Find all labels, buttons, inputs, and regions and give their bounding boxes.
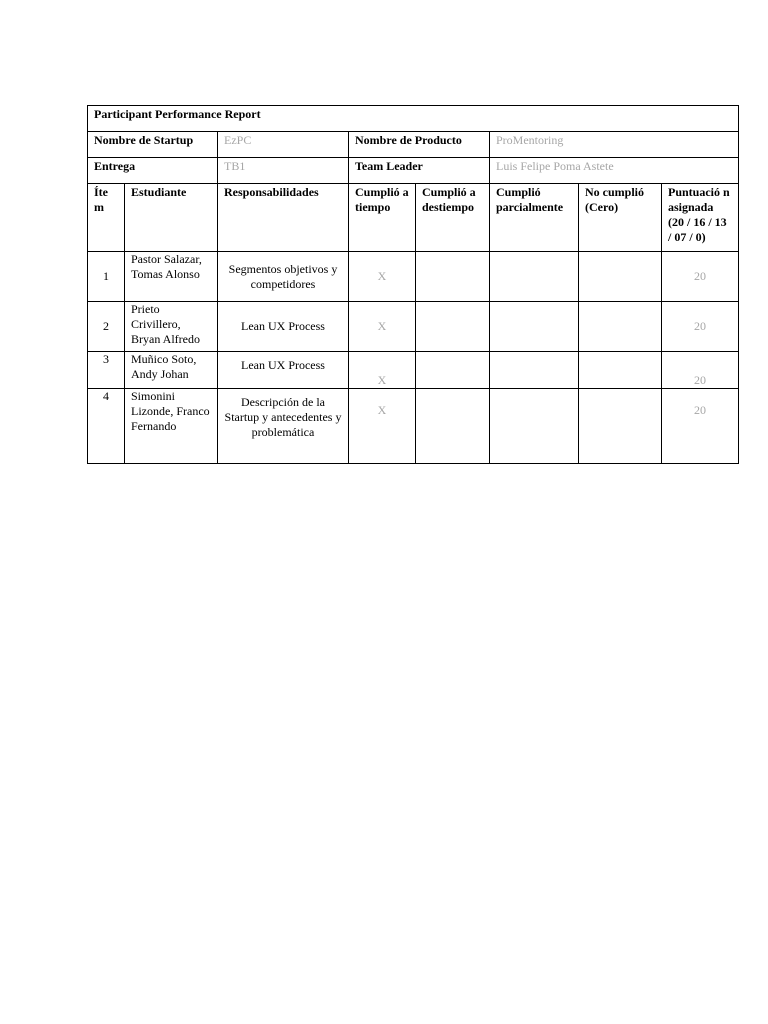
table-row [88,389,739,464]
startup-value: EzPC [218,132,349,158]
row-late-mark [416,352,490,389]
delivery-value: TB1 [218,158,349,184]
startup-label: Nombre de Startup [88,132,218,158]
row-score: 20 [662,302,739,352]
row-item-number: 1 [88,252,125,302]
col-header-score: Puntuació n asignada (20 / 16 / 13 / 07 / 0) [662,184,739,252]
row-responsibility: Lean UX Process [218,302,349,352]
col-header-late: Cumplió a destiempo [416,184,490,252]
row-item-number: 4 [88,389,125,464]
row-partial-mark [490,389,579,464]
row-responsibility: Descripción de la Startup y antecedentes y problemática [218,389,349,464]
row-on-time-mark: X [349,252,416,302]
col-header-student: Estudiante [125,184,218,252]
column-header-row [88,184,739,252]
row-on-time-mark: X [349,389,416,464]
row-late-mark [416,252,490,302]
row-late-mark [416,389,490,464]
table-row [88,302,739,352]
report-title: Participant Performance Report [88,106,739,132]
row-score: 20 [662,352,739,389]
delivery-label: Entrega [88,158,218,184]
row-student: Simonini Lizonde, Franco Fernando [125,389,218,464]
row-partial-mark [490,352,579,389]
row-item-number: 3 [88,352,125,389]
col-header-responsibilities: Responsabilidades [218,184,349,252]
row-on-time-mark: X [349,352,416,389]
row-not-met-mark [579,352,662,389]
row-late-mark [416,302,490,352]
row-partial-mark [490,252,579,302]
row-score: 20 [662,252,739,302]
table-row [88,252,739,302]
row-student: Prieto Crivillero, Bryan Alfredo [125,302,218,352]
row-item-number: 2 [88,302,125,352]
row-score: 20 [662,389,739,464]
row-not-met-mark [579,252,662,302]
row-not-met-mark [579,302,662,352]
row-responsibility: Lean UX Process [218,352,349,389]
row-student: Pastor Salazar, Tomas Alonso [125,252,218,302]
row-student: Muñico Soto, Andy Johan [125,352,218,389]
row-responsibility: Segmentos objetivos y competidores [218,252,349,302]
col-header-on-time: Cumplió a tiempo [349,184,416,252]
col-header-item: Íte m [88,184,125,252]
startup-row [88,132,739,158]
performance-report-table [87,105,739,464]
col-header-not-met: No cumplió (Cero) [579,184,662,252]
table-row [88,352,739,389]
leader-value: Luis Felipe Poma Astete [490,158,739,184]
report-title-row [88,106,739,132]
product-value: ProMentoring [490,132,739,158]
product-label: Nombre de Producto [349,132,490,158]
row-partial-mark [490,302,579,352]
row-not-met-mark [579,389,662,464]
row-on-time-mark: X [349,302,416,352]
delivery-row [88,158,739,184]
col-header-partial: Cumplió parcialmente [490,184,579,252]
leader-label: Team Leader [349,158,490,184]
